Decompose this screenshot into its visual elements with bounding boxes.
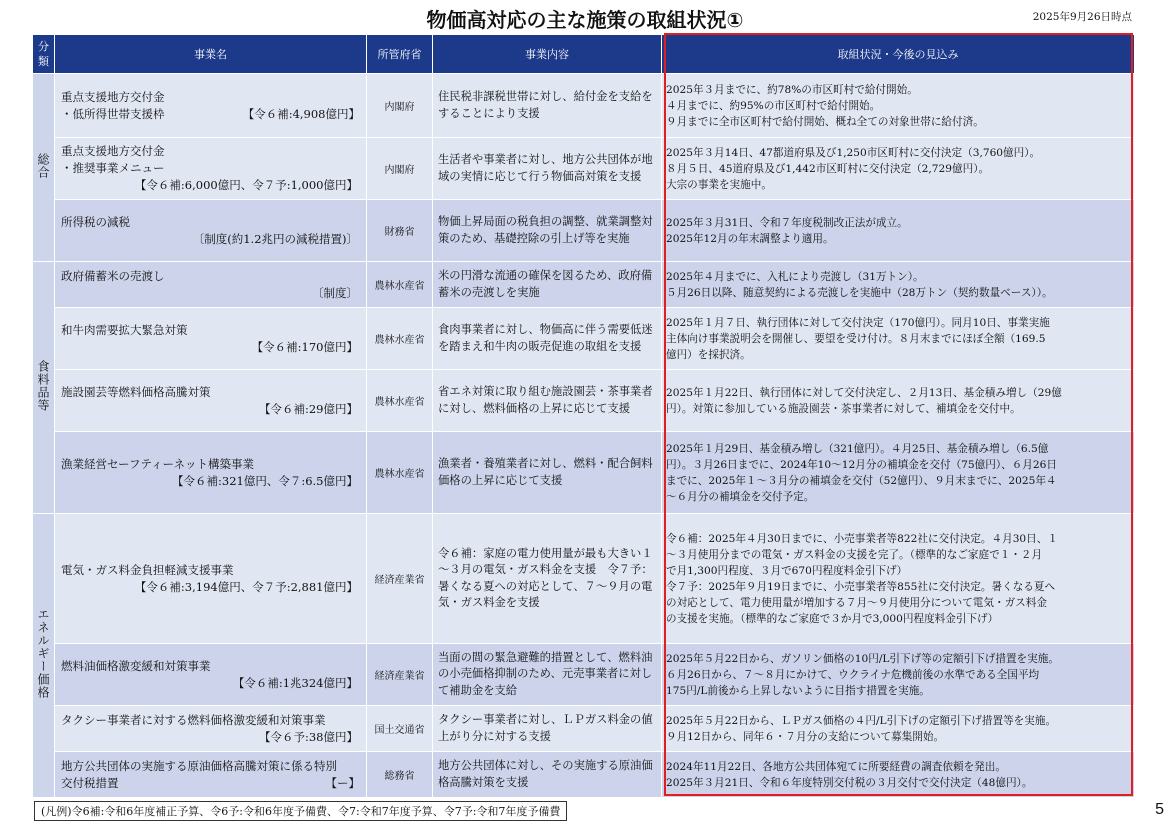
table-row <box>33 308 1135 370</box>
table-row <box>33 706 1135 752</box>
table-row <box>33 644 1135 706</box>
ministry: 国土交通省 <box>367 706 433 752</box>
project-name: 所得税の減税 〔制度(約1.2兆円の減税措置)〕 <box>55 200 367 262</box>
status-cell: 2025年１月29日、基金積み増し（321億円）。４月25日、基金積み増し（6.5億 円）。３月26日までに、2024年10～12月分の補填金を交付（75億円）、６月26日 までに、2025年１～３月分の補填金を交付（52億円）、９月末までに、2025年４ ～６月分の補填金を交付予定。 <box>662 432 1135 514</box>
category-general: 総合 <box>33 74 55 262</box>
ministry: 総務省 <box>367 752 433 798</box>
project-content: 地方公共団体に対し、その実施する原油価格高騰対策を支援 <box>433 752 662 798</box>
project-content: 生活者や事業者に対し、地方公共団体が地域の実情に応じて行う物価高対策を支援 <box>433 138 662 200</box>
ministry: 内閣府 <box>367 74 433 138</box>
table-row <box>33 752 1135 798</box>
project-content: 食肉事業者に対し、物価高に伴う需要低迷を踏まえ和牛肉の販売促進の取組を支援 <box>433 308 662 370</box>
project-name: 電気・ガス料金負担軽減支援事業 【令６補:3,194億円、令７予:2,881億円】 <box>55 514 367 644</box>
project-name: 政府備蓄米の売渡し 〔制度〕 <box>55 262 367 308</box>
legend: (凡例)令6補:令和6年度補正予算、令6予:令和6年度予備費、令7:令和7年度予算、令7予:令和7年度予備費 <box>34 801 567 821</box>
project-content: タクシー事業者に対し、ＬＰガス料金の値上がり分に対する支援 <box>433 706 662 752</box>
header-ministry: 所管府省 <box>367 35 433 74</box>
category-food: 食料品等 <box>33 262 55 514</box>
ministry: 農林水産省 <box>367 308 433 370</box>
status-cell: 2025年３月14日、47都道府県及び1,250市区町村に交付決定（3,760億円）。 ８月５日、45道府県及び1,442市区町村に交付決定（2,729億円）。 大宗の事業を実施中。 <box>662 138 1135 200</box>
page-number: 5 <box>1155 801 1164 818</box>
project-name: 施設園芸等燃料価格高騰対策 【令６補:29億円】 <box>55 370 367 432</box>
table-row <box>33 432 1135 514</box>
project-content: 物価上昇局面の税負担の調整、就業調整対策のため、基礎控除の引上げ等を実施 <box>433 200 662 262</box>
project-content: 当面の間の緊急避難的措置として、燃料油の小売価格抑制のため、元売事業者に対して補助金を支給 <box>433 644 662 706</box>
header-category: 分類 <box>33 35 55 74</box>
ministry: 経済産業省 <box>367 644 433 706</box>
as-of-date: 2025年9月26日時点 <box>1032 11 1132 23</box>
status-cell: 2025年１月７日、執行団体に対して交付決定（170億円）。同月10日、事業実施 主体向け事業説明会を開催し、要望を受け付け。８月末までにほぼ全額（169.5 億円）を採択済。 <box>662 308 1135 370</box>
project-name: 重点支援地方交付金 ・低所得世帯支援枠 【令６補:4,908億円】 <box>55 74 367 138</box>
table-row <box>33 262 1135 308</box>
status-cell: 2025年１月22日、執行団体に対して交付決定し、２月13日、基金積み増し（29億 円）。対策に参加している施設園芸・茶事業者に対して、補填金を交付中。 <box>662 370 1135 432</box>
status-cell: 2025年５月22日から、ＬＰガス価格の４円/L引下げの定額引下げ措置等を実施。 ９月12日から、同年６・７月分の支給について募集開始。 <box>662 706 1135 752</box>
page-title: 物価高対応の主な施策の取組状況① <box>426 8 744 32</box>
project-name: 漁業経営セーフティーネット構築事業 【令６補:321億円、令７:6.5億円】 <box>55 432 367 514</box>
project-name: 地方公共団体の実施する原油価格高騰対策に係る特別 交付税措置 【ー】 <box>55 752 367 798</box>
ministry: 農林水産省 <box>367 432 433 514</box>
ministry: 内閣府 <box>367 138 433 200</box>
status-cell: 2024年11月22日、各地方公共団体宛てに所要経費の調査依頼を発出。 2025年３月21日、令和６年度特別交付税の３月交付で交付決定（48億円）。 <box>662 752 1135 798</box>
table-row <box>33 74 1135 138</box>
status-cell: 2025年５月22日から、ガソリン価格の10円/L引下げ等の定額引下げ措置を実施。 ６月26日から、７～８月にかけて、ウクライナ危機前後の水準である全国平均 175円/L前後から上昇しないように目指す措置を実施。 <box>662 644 1135 706</box>
table-row <box>33 370 1135 432</box>
project-name: 燃料油価格激変緩和対策事業 【令６補:1兆324億円】 <box>55 644 367 706</box>
project-name: 和牛肉需要拡大緊急対策 【令６補:170億円】 <box>55 308 367 370</box>
status-cell: 2025年４月までに、入札により売渡し（31万トン）。 ５月26日以降、随意契約による売渡しを実施中（28万トン（契約数量ベース））。 <box>662 262 1135 308</box>
ministry: 農林水産省 <box>367 262 433 308</box>
table-header-row <box>33 35 1135 74</box>
project-name: タクシー事業者に対する燃料価格激変緩和対策事業 【令６予:38億円】 <box>55 706 367 752</box>
status-cell: 2025年３月までに、約78%の市区町村で給付開始。 ４月までに、約95%の市区町村で給付開始。 ９月までに全市区町村で給付開始、概ね全ての対象世帯に給付済。 <box>662 74 1135 138</box>
project-content: 省エネ対策に取り組む施設園芸・茶事業者に対し、燃料価格の上昇に応じて支援 <box>433 370 662 432</box>
ministry: 農林水産省 <box>367 370 433 432</box>
category-energy: エネルギー価格 <box>33 514 55 798</box>
header-content: 事業内容 <box>433 35 662 74</box>
project-content: 米の円滑な流通の確保を図るため、政府備蓄米の売渡しを実施 <box>433 262 662 308</box>
table-row <box>33 200 1135 262</box>
measures-table <box>32 34 1135 798</box>
ministry: 財務省 <box>367 200 433 262</box>
ministry: 経済産業省 <box>367 514 433 644</box>
table-row <box>33 514 1135 644</box>
project-content: 令６補：家庭の電力使用量が最も大きい１～３月の電気・ガス料金を支援 令７予：暑くなる夏への対応として、７～９月の電気・ガス料金を支援 <box>433 514 662 644</box>
project-content: 漁業者・養殖業者に対し、燃料・配合飼料価格の上昇に応じて支援 <box>433 432 662 514</box>
status-cell: 令６補：2025年４月30日までに、小売事業者等822社に交付決定。４月30日、１ ～３月使用分までの電気・ガス料金の支援を完了。（標準的なご家庭で１・２月 で月1,300円程度、３月で670円程度料金引下げ） 令７予：2025年９月19日までに、小売事業者等855社に交付決定。暑くなる夏へ の対応として、電力使用量が増加する７月～９月使用分について電気・ガス料金 の支援を実施。（標準的なご家庭で３か月で3,000円程度料金引下げ） <box>662 514 1135 644</box>
status-cell: 2025年３月31日、令和７年度税制改正法が成立。 2025年12月の年末調整より適用。 <box>662 200 1135 262</box>
project-content: 住民税非課税世帯に対し、給付金を支給をすることにより支援 <box>433 74 662 138</box>
header-status: 取組状況・今後の見込み <box>662 35 1135 74</box>
table-row <box>33 138 1135 200</box>
header-name: 事業名 <box>55 35 367 74</box>
project-name: 重点支援地方交付金 ・推奨事業メニュー 【令６補:6,000億円、令７予:1,000億円】 <box>55 138 367 200</box>
